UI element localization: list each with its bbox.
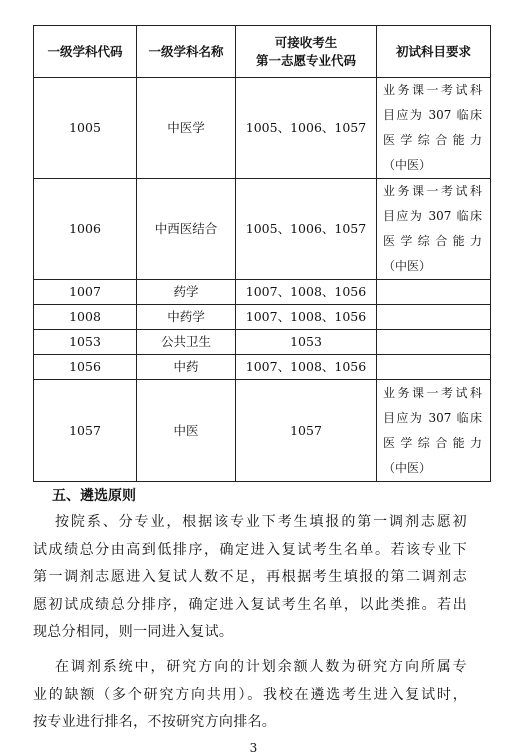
table-row xyxy=(34,280,491,305)
table-row xyxy=(34,330,491,355)
cell-accepted: 1005、1006、1057 xyxy=(236,179,377,280)
paragraph-line: 在调剂系统中，研究方向的计划余额人数为研究方向所属专 xyxy=(55,659,467,675)
header-accepted-codes-line1: 可接收考生 xyxy=(274,34,338,50)
requirement-line: 目应为 307 临床 xyxy=(383,209,482,223)
section-heading: 五、遴选原则 xyxy=(52,488,136,504)
requirement-line: （中医） xyxy=(383,460,432,475)
requirement-line: 医学综合能力 xyxy=(383,234,482,248)
paragraph-line: 按专业进行排名，不按研究方向排名。 xyxy=(33,714,277,730)
requirement-line: （中医） xyxy=(383,259,432,273)
table-row xyxy=(34,380,491,482)
cell-accepted: 1007、1008、1056 xyxy=(236,305,377,330)
cell-code: 1007 xyxy=(34,280,137,305)
cell-requirement xyxy=(377,280,491,305)
cell-name: 药学 xyxy=(137,280,236,305)
requirement-line: 业务课一考试科 xyxy=(383,184,482,198)
requirement-line: 目应为 307 临床 xyxy=(383,108,482,122)
cell-code: 1053 xyxy=(34,330,137,355)
cell-code: 1057 xyxy=(34,380,137,482)
cell-accepted: 1057 xyxy=(236,380,377,482)
paragraph-line: 第一调剂志愿进入复试人数不足，再根据考生填报的第二调剂志 xyxy=(33,569,467,585)
cell-requirement xyxy=(377,78,491,179)
table-row xyxy=(34,355,491,380)
requirement-line: 医学综合能力 xyxy=(383,133,482,147)
cell-requirement xyxy=(377,380,491,482)
cell-code: 1008 xyxy=(34,305,137,330)
cell-name: 中药 xyxy=(137,355,236,380)
admission-table xyxy=(33,25,491,482)
requirement-line: 目应为 307 临床 xyxy=(383,410,482,425)
requirement-line: 业务课一考试科 xyxy=(383,385,482,400)
cell-name: 中医 xyxy=(137,380,236,482)
header-accepted-codes xyxy=(236,26,377,78)
paragraph-research-direction xyxy=(33,654,467,737)
table-row xyxy=(34,305,491,330)
cell-code: 1056 xyxy=(34,355,137,380)
cell-accepted: 1007、1008、1056 xyxy=(236,355,377,380)
paragraph-line: 现总分相同，则一同进入复试。 xyxy=(33,624,234,640)
header-accepted-codes-line2: 第一志愿专业代码 xyxy=(255,52,356,68)
cell-code: 1006 xyxy=(34,179,137,280)
requirement-line: 业务课一考试科 xyxy=(383,83,482,97)
cell-requirement xyxy=(377,330,491,355)
cell-name: 公共卫生 xyxy=(137,330,236,355)
requirement-line: （中医） xyxy=(383,158,432,172)
table-row xyxy=(34,179,491,280)
header-discipline-code: 一级学科代码 xyxy=(34,26,137,78)
page-number: 3 xyxy=(249,741,258,755)
requirement-line: 医学综合能力 xyxy=(383,435,482,450)
paragraph-selection-principle xyxy=(33,509,467,647)
header-discipline-name: 一级学科名称 xyxy=(137,26,236,78)
cell-requirement xyxy=(377,179,491,280)
paragraph-line: 业的缺额（多个研究方向共用）。我校在遴选考生进入复试时， xyxy=(33,686,467,703)
paragraph-line: 按院系、分专业，根据该专业下考生填报的第一调剂志愿初 xyxy=(55,514,467,530)
cell-name: 中医学 xyxy=(137,78,236,179)
cell-code: 1005 xyxy=(34,78,137,179)
table-row xyxy=(34,78,491,179)
paragraph-line: 试成绩总分由高到低排序，确定进入复试考生名单。若该专业下 xyxy=(33,541,467,558)
cell-accepted: 1005、1006、1057 xyxy=(236,78,377,179)
cell-requirement xyxy=(377,355,491,380)
cell-name: 中西医结合 xyxy=(137,179,236,280)
cell-requirement xyxy=(377,305,491,330)
table-header-row xyxy=(34,26,491,78)
cell-accepted: 1053 xyxy=(236,330,377,355)
paragraph-line: 愿初试成绩总分排序，确定进入复试考生名单，以此类推。若出 xyxy=(33,596,467,613)
header-exam-requirement: 初试科目要求 xyxy=(377,26,491,78)
cell-name: 中药学 xyxy=(137,305,236,330)
cell-accepted: 1007、1008、1056 xyxy=(236,280,377,305)
